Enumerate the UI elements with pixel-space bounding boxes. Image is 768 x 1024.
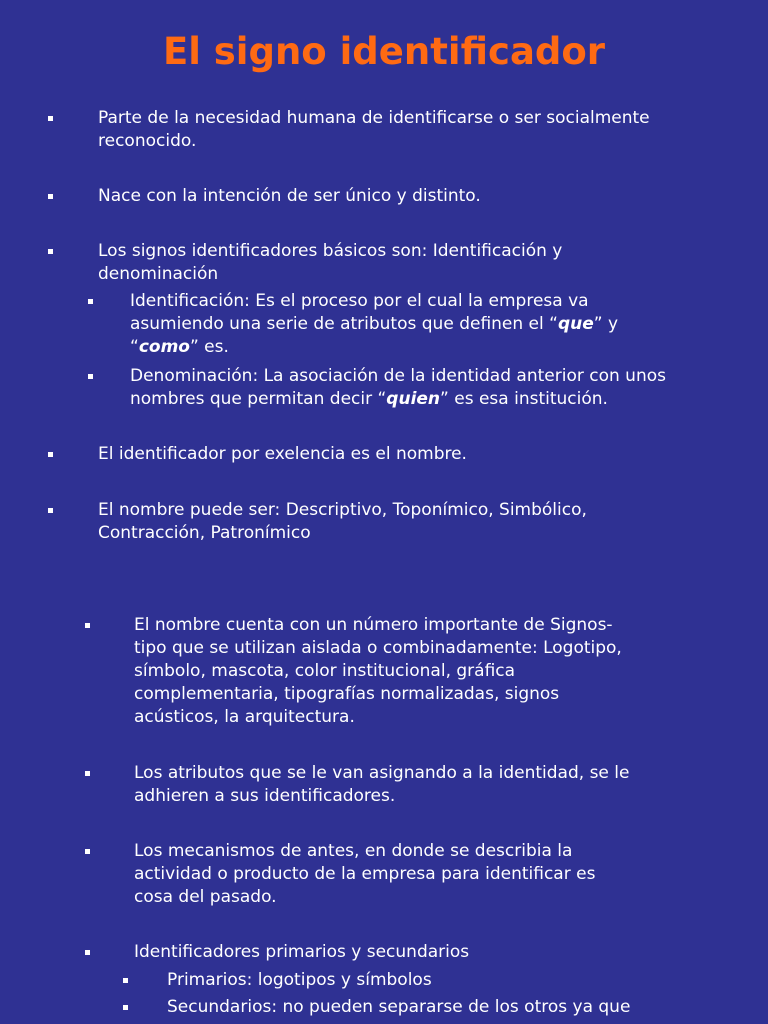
sub-bullet-icon <box>88 374 93 379</box>
list-item: Los mecanismos de antes, en donde se describia la actividad o producto de la empresa para identificar es cosa del pasado. <box>134 841 596 907</box>
bullet-icon <box>85 849 90 854</box>
sub-list-item: Primarios: logotipos y símbolos <box>167 970 432 990</box>
bullet-icon <box>85 623 90 628</box>
sub-bullet-icon <box>88 299 93 304</box>
page-title: El signo identificador <box>162 30 606 73</box>
sub-bullet-icon <box>123 978 128 983</box>
bullet-icon <box>48 194 53 199</box>
list-item: Los signos identificadores básicos son: Identificación y denominación <box>98 241 563 284</box>
sub-list-item-denominacion: Denominación: La asociación de la identidad anterior con unos nombres que permitan decir “quien” es esa institución. <box>130 366 666 409</box>
bullet-icon <box>48 116 53 121</box>
bullet-icon <box>48 508 53 513</box>
list-item: El identificador por exelencia es el nombre. <box>98 444 467 464</box>
bullet-icon <box>48 249 53 254</box>
list-item: Parte de la necesidad humana de identificarse o ser socialmente reconocido. <box>98 108 650 151</box>
list-item: Nace con la intención de ser único y distinto. <box>98 186 481 206</box>
list-item: Identificadores primarios y secundarios <box>134 942 470 962</box>
list-item: El nombre puede ser: Descriptivo, Toponímico, Simbólico, Contracción, Patronímico <box>98 500 587 543</box>
bullet-icon <box>48 452 53 457</box>
sub-list-item: Secundarios: no pueden separarse de los otros ya que <box>167 997 631 1017</box>
sub-bullet-icon <box>123 1005 128 1010</box>
bullet-icon <box>85 771 90 776</box>
list-item: Los atributos que se le van asignando a la identidad, se le adhieren a sus identificadores. <box>134 763 630 806</box>
sub-list-item-identificacion: Identificación: Es el proceso por el cual la empresa va asumiendo una serie de atributos que definen el “que” y “como” es. <box>130 291 619 357</box>
list-item: El nombre cuenta con un número importante de Signos- tipo que se utilizan aislada o combinadamente: Logotipo, símbolo, mascota, color institucional, gráfica complementaria, tipografías normalizadas, signos acústicos, la arquitectura. <box>134 615 622 727</box>
bullet-icon <box>85 950 90 955</box>
